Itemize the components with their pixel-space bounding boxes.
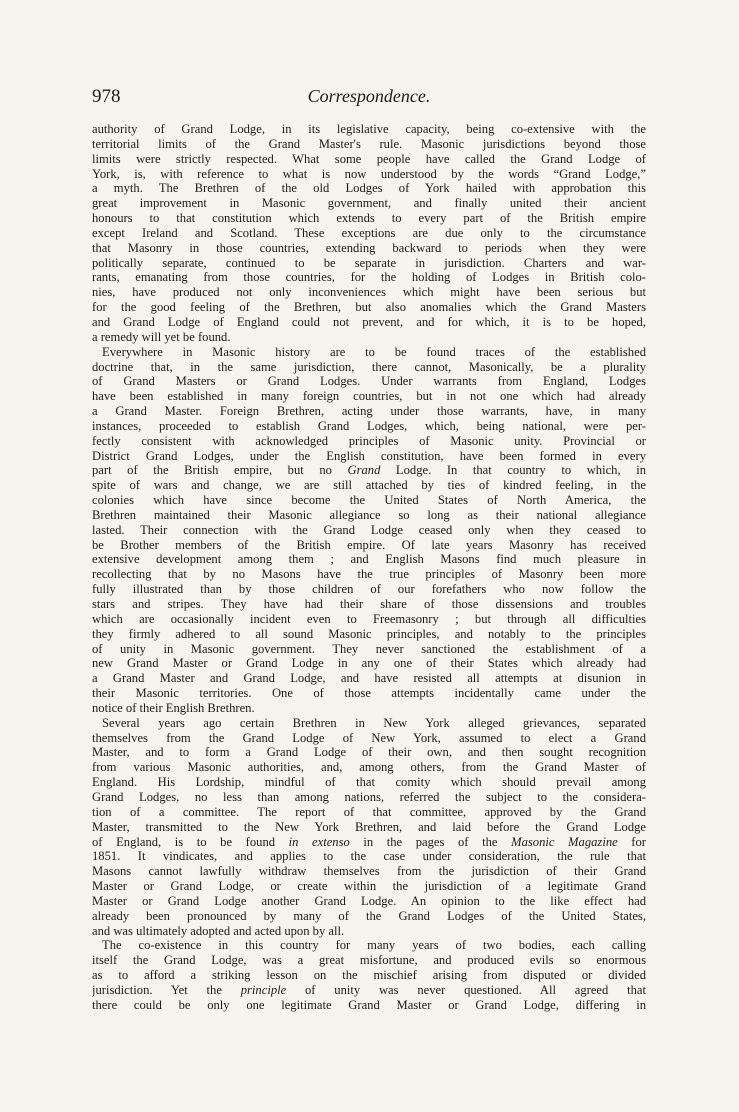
text-line — [92, 211, 646, 226]
text-line — [92, 270, 646, 285]
line-text: Master or Grand Lodge another Grand Lodge. An opinion to the like effect had — [92, 893, 646, 908]
line-text: authority of Grand Lodge, in its legislative capacity, being co-extensive with the — [92, 122, 646, 136]
line-text: rants, emanating from those countries, for the holding of Lodges in British colo- — [92, 270, 646, 285]
line-text: tion of a committee. The report of that committee, approved by the Grand — [92, 804, 646, 819]
line-text: doctrine that, in the same jurisdiction, there cannot, Masonically, be a plurality — [92, 359, 646, 374]
line-text: of unity was never questioned. All agreed that — [286, 982, 646, 997]
text-line — [92, 330, 646, 345]
text-line — [92, 760, 646, 775]
line-text: politically separate, continued to be separate in jurisdiction. Charters and war- — [92, 255, 646, 270]
text-line — [92, 315, 646, 330]
line-text: lasted. Their connection with the Grand Lodge ceased only when they ceased to — [92, 522, 646, 537]
text-line — [92, 374, 646, 389]
text-line — [92, 196, 646, 211]
line-text: as to afford a striking lesson on the mischief arising from disputed or divided — [92, 968, 646, 983]
text-line — [92, 864, 646, 879]
line-text: themselves from the Grand Lodge of New York, assumed to elect a Grand — [92, 730, 646, 745]
line-text: fectly consistent with acknowledged principles of Masonic unity. Provincial or — [92, 433, 646, 448]
line-text: new Grand Master or Grand Lodge in any one of their States which already had — [92, 656, 646, 671]
line-text: Brethren maintained their Masonic allegiance so long as their national allegiance — [92, 507, 646, 522]
line-text: for the good feeling of the Brethren, but also anomalies which the Grand Masters — [92, 300, 646, 315]
line-text: nies, have produced not only inconveniences which might have been serious but — [92, 285, 646, 300]
line-text: Master, transmitted to the New York Brethren, and laid before the Grand Lodge — [92, 819, 646, 834]
text-line — [92, 285, 646, 300]
text-line — [92, 478, 646, 493]
running-title: Correspondence. — [307, 86, 431, 106]
line-text: Lodge. In that country to which, in — [380, 463, 646, 478]
text-line — [92, 122, 646, 137]
text-line — [92, 627, 646, 642]
line-text: honours to that constitution which extends to every part of the British empire — [92, 211, 646, 226]
line-text: jurisdiction. Yet the — [92, 982, 241, 997]
line-text: territorial limits of the Grand Master's rule. Masonic jurisdictions beyond those — [92, 136, 646, 151]
text-line — [92, 805, 646, 820]
line-text: a Grand Master. Foreign Brethren, acting under those warrants, have, in many — [92, 404, 646, 419]
text-line — [92, 404, 646, 419]
text-line — [92, 508, 646, 523]
line-text: of unity in Masonic government. They never sanctioned the establishment of a — [92, 641, 646, 656]
line-text: have been established in many foreign countries, but in not one which had already — [92, 389, 646, 404]
text-line — [92, 463, 646, 478]
text-line — [92, 256, 646, 271]
line-text: stars and stripes. They have had their share of those dissensions and troubles — [92, 597, 646, 611]
line-text: Master, and to form a Grand Lodge of their own, and then sought recognition — [92, 745, 646, 760]
line-text: extensive development among them ; and English Masons find much pleasure in — [92, 552, 646, 567]
text-line — [92, 523, 646, 538]
text-line — [92, 731, 646, 746]
text-line — [92, 567, 646, 582]
line-text: and Grand Lodge of England could not prevent, and for which, it is to be hoped, — [92, 314, 646, 329]
text-line — [92, 938, 646, 953]
line-text: spite of wars and change, we are still attached by ties of kindred feeling, in the — [92, 478, 646, 493]
text-line — [92, 300, 646, 315]
line-text: recollecting that by no Masons have the true principles of Masonry been more — [92, 567, 646, 582]
text-line — [92, 820, 646, 835]
line-text: that Masonry in those countries, extending backward to periods when they were — [92, 240, 646, 255]
text-line — [92, 671, 646, 686]
text-line — [92, 241, 646, 256]
line-text: which are occasionally incident even to Freemasonry ; but through all difficulties — [92, 611, 646, 626]
text-line — [92, 493, 646, 508]
line-text: District Grand Lodges, under the English constitution, have been formed in every — [92, 448, 646, 463]
line-text: already been pronounced by many of the Grand Lodges of the United States, — [92, 908, 646, 923]
text-line — [92, 434, 646, 449]
text-line — [92, 152, 646, 167]
line-text: instances, proceeded to establish Grand Lodges, which, being national, were per- — [92, 418, 646, 433]
text-line — [92, 226, 646, 241]
text-line — [92, 924, 646, 939]
text-line — [92, 879, 646, 894]
italic-text: Grand — [347, 463, 381, 478]
italic-text: in extenso — [288, 834, 350, 849]
line-text: from various Masonic authorities, and, among others, from the Grand Master of — [92, 760, 646, 775]
line-text: 1851. It vindicates, and applies to the case under consideration, the rule that — [92, 849, 646, 864]
line-text: Everywhere in Masonic history are to be found traces of the established — [102, 344, 646, 359]
text-line — [92, 360, 646, 375]
text-line — [92, 137, 646, 152]
line-text: itself the Grand Lodge, was a great misfortune, and produced evils so enormous — [92, 953, 646, 968]
text-line — [92, 345, 646, 360]
line-text: part of the British empire, but no — [92, 463, 348, 478]
line-text: be Brother members of the British empire. Of late years Masonry has received — [92, 537, 646, 552]
text-line — [92, 998, 646, 1013]
line-text: York, is, with reference to what is now understood by the words “Grand Lodge,” — [92, 166, 646, 181]
text-line — [92, 894, 646, 909]
line-text: a Grand Master and Grand Lodge, and have resisted all attempts at disunion in — [92, 671, 646, 686]
text-line — [92, 642, 646, 657]
line-text: England. His Lordship, mindful of that comity which should prevail among — [92, 775, 646, 790]
text-line — [92, 612, 646, 627]
text-line — [92, 909, 646, 924]
text-line — [92, 419, 646, 434]
text-line — [92, 775, 646, 790]
line-text: of England, is to be found — [92, 834, 289, 849]
text-line — [92, 983, 646, 998]
text-line — [92, 597, 646, 612]
line-text: there could be only one legitimate Grand Master or Grand Lodge, differing in — [92, 997, 646, 1012]
italic-text: principle — [240, 982, 287, 997]
line-text: a remedy will yet be found. — [92, 329, 231, 344]
text-line — [92, 449, 646, 464]
text-line — [92, 745, 646, 760]
line-text: fully illustrated than by those children of our forefathers who now follow the — [92, 582, 646, 597]
text-line — [92, 582, 646, 597]
line-text: and was ultimately adopted and acted upon by all. — [92, 923, 345, 938]
text-line — [92, 953, 646, 968]
text-line — [92, 849, 646, 864]
line-text: great improvement in Masonic government, and finally united their ancient — [92, 196, 646, 211]
line-text: for — [617, 834, 646, 849]
italic-text: Masonic Magazine — [511, 834, 618, 849]
text-line — [92, 835, 646, 850]
line-text: Master or Grand Lodge, or create within the jurisdiction of a legitimate Grand — [92, 879, 646, 894]
line-text: they firmly adhered to all sound Masonic principles, and notably to the principles — [92, 626, 646, 641]
text-line — [92, 701, 646, 716]
text-line — [92, 686, 646, 701]
line-text: of Grand Masters or Grand Lodges. Under warrants from England, Lodges — [92, 374, 646, 389]
text-line — [92, 790, 646, 805]
line-text: limits were strictly respected. What some people have called the Grand Lodge of — [92, 151, 646, 166]
line-text: except Ireland and Scotland. These exceptions are due only to the circumstance — [92, 225, 646, 240]
line-text: The co-existence in this country for many years of two bodies, each calling — [102, 938, 646, 953]
line-text: Grand Lodges, no less than among nations, referred the subject to the considera- — [92, 789, 646, 804]
text-line — [92, 716, 646, 731]
line-text: their Masonic territories. One of those attempts incidentally came under the — [92, 686, 646, 701]
article-body — [92, 122, 646, 1013]
page-header — [92, 86, 646, 110]
text-line — [92, 552, 646, 567]
text-line — [92, 167, 646, 182]
line-text: a myth. The Brethren of the old Lodges of York hailed with approbation this — [92, 181, 646, 196]
text-line — [92, 389, 646, 404]
page-number: 978 — [92, 86, 121, 107]
text-line — [92, 656, 646, 671]
line-text: colonies which have since become the United States of North America, the — [92, 493, 646, 508]
line-text: Several years ago certain Brethren in New York alleged grievances, separated — [102, 715, 646, 730]
line-text: in the pages of the — [349, 834, 512, 849]
line-text: notice of their English Brethren. — [92, 700, 255, 715]
text-line — [92, 181, 646, 196]
text-line — [92, 968, 646, 983]
line-text: Masons cannot lawfully withdraw themselves from the jurisdiction of their Grand — [92, 864, 646, 879]
text-line — [92, 538, 646, 553]
